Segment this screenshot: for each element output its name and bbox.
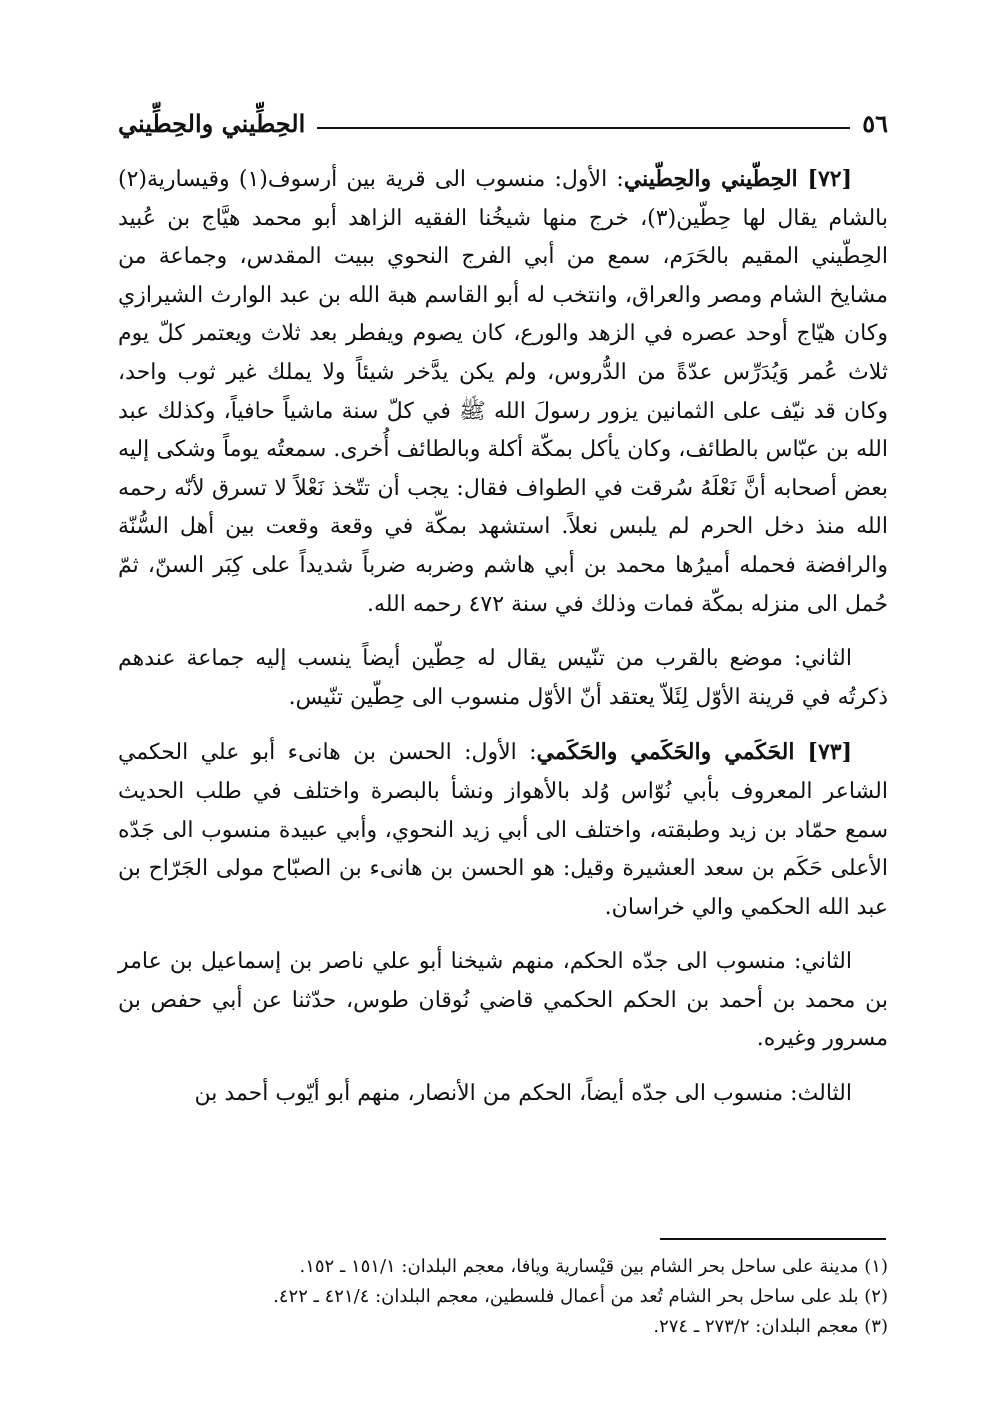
footnote-separator: [660, 1238, 886, 1240]
entry-73-second-text: الثاني: منسوب الى جدّه الحكم، منهم شيخنا أبو علي ناصر بن إسماعيل بن عامر بن محمد بن أحمد بن الحكم الحكمي قاضي نُوقان طوس، حدّثنا عن أبي حفص بن مسرور وغيره.: [118, 949, 888, 1052]
header-rule: [317, 127, 850, 129]
running-title: الحِطِّيني والحِطِّيني: [118, 109, 306, 138]
entry-73-paragraph-3: [118, 1075, 888, 1114]
entry-73-heading: [٧٣] الحَكَمي والحَكَمي والحَكَمي: [536, 739, 852, 766]
entry-72-second-text: الثاني: موضع بالقرب من تنّيس يقال له حِطّين أيضاً ينسب إليه جماعة عندهم ذكرتُه في قرينة الأوّل لِئَلاّ يعتقد أنّ الأوّل منسوب الى حِطّين تنّيس.: [118, 646, 888, 710]
footnote-3: (٣) معجم البلدان: ٢٧٣/٢ ـ ٢٧٤.: [653, 1316, 888, 1337]
page-number: ٥٦: [862, 109, 888, 138]
entry-72-heading: [٧٢] الحِطّيني والحِطّيني: [623, 166, 852, 192]
footnotes: [118, 1252, 888, 1342]
entry-73-text: : الأول: الحسن بن هانىء أبو علي الحكمي الشاعر المعروف بأبي نُوّاس وُلد بالأهواز ونشأ بالبصرة واختلف في طلب الحديث سمع حمّاد بن زيد وطبقته، واختلف الى أبي زيد النحوي، وأبي عبيدة منسوب الى جَدّه الأعلى حَكَم بن سعد العشيرة وقيل: هو الحسن بن هانىء بن الصبّاح مولى الجَرّاح بن عبد الله الحكمي والي خراسان.: [118, 740, 888, 920]
footnote-2: (٢) بلد على ساحل بحر الشام تُعد من أعمال فلسطين، معجم البلدان: ٤٢١/٤ ـ ٤٢٢.: [273, 1286, 888, 1307]
entry-72-text: : الأول: منسوب الى قرية بين أرسوف(١) وقيسارية(٢) بالشام يقال لها حِطّين(٣)، خرج منها شيخُنا الفقيه الزاهد أبو محمد هيَّاج بن عُبيد الحِطّيني المقيم بالحَرَم، سمع من أبي الفرج النحوي ببيت المقدس، وجماعة من مشايخ الشام ومصر والعراق، وانتخب له أبو القاسم هبة الله بن عبد الوارث الشيرازي وكان هيّاج أوحد عصره في الزهد والورع، كان يصوم ويفطر بعد ثلاث ويعتمر كلّ يوم ثلاث عُمر وَيُدَرِّس عدّةً من الدُّروس، ولم يكن يدَّخر شيئاً ولا يملك غير ثوب واحد، وكان قد نيّف على الثمانين يزور رسولَ الله ﷺ في كلّ سنة ماشياً حافياً، وكذلك عبد الله بن عبّاس بالطائف، وكان يأكل بمكّة أكلة وبالطائف أُخرى. سمعتُه يوماً وشكى إليه بعض أصحابه أنَّ نَعْلَهُ سُرقت في الطواف فقال: يجب أن تتّخذ نَعْلاً لا تسرق لأنّه رحمه الله منذ دخل الحرم لم يلبس نعلاً. استشهد بمكّة في وقعة وقعت بين أهل السُّنّة والرافضة فحمله أميرُها محمد بن أبي هاشم وضربه ضرباً شديداً على كِبَر السنّ، ثمّ حُمل الى منزله بمكّة فمات وذلك في سنة ٤٧٢ رحمه الله.: [118, 167, 889, 617]
main-text: [118, 160, 888, 1130]
page-header: [118, 98, 888, 138]
entry-73-paragraph-2: [118, 943, 888, 1059]
entry-73-third-text: الثالث: منسوب الى جدّه أيضاً، الحكم من الأنصار، منهم أبو أيّوب أحمد بن: [194, 1081, 852, 1107]
entry-72-paragraph-1: [118, 160, 888, 624]
entry-73-paragraph-1: [118, 733, 888, 927]
entry-72-paragraph-2: [118, 640, 888, 717]
footnote-1: (١) مدينة على ساحل بحر الشام بين قيْسارية ويافا، معجم البلدان: ١٥١/١ ـ ١٥٢.: [299, 1256, 888, 1277]
